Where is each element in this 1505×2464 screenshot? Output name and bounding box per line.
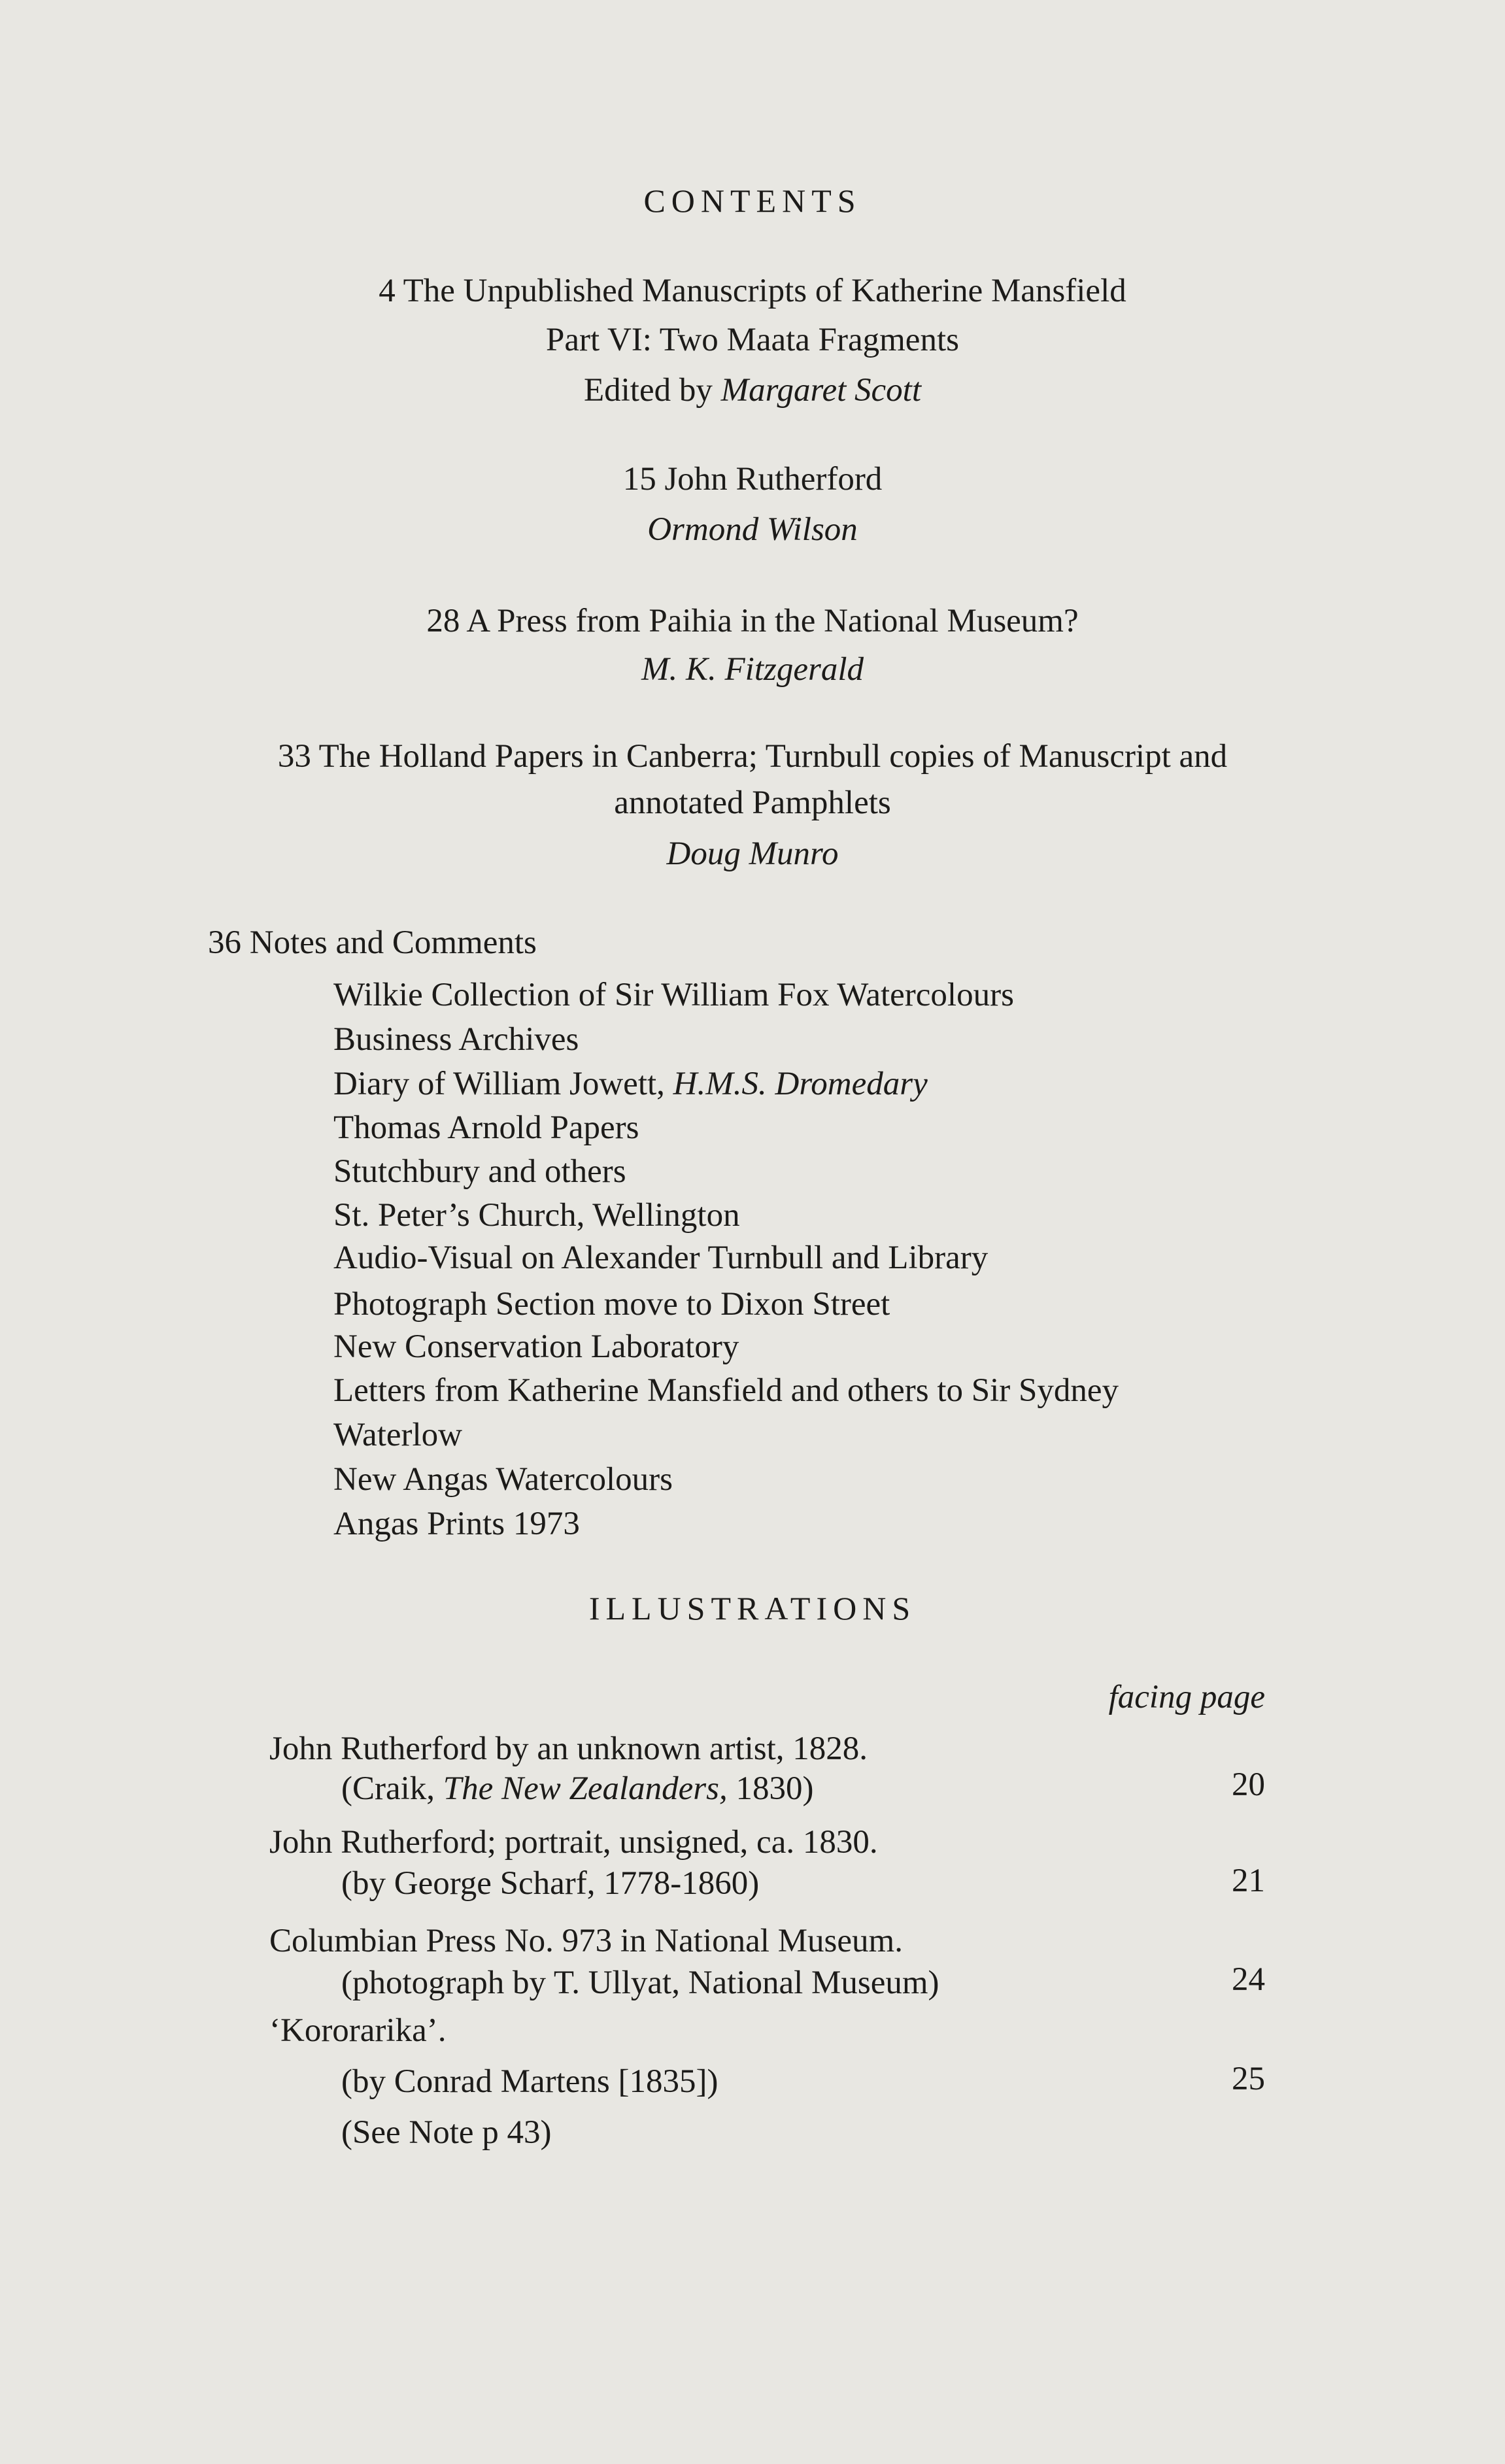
illustration-page: 25 bbox=[1232, 2061, 1265, 2097]
notes-item: New Conservation Laboratory bbox=[333, 1328, 739, 1365]
notes-item: St. Peter’s Church, Wellington bbox=[333, 1197, 740, 1234]
illustration-title: John Rutherford by an unknown artist, 1828. bbox=[269, 1730, 868, 1767]
notes-item: Angas Prints 1973 bbox=[333, 1506, 580, 1542]
credit-prefix: (Craik, bbox=[341, 1770, 443, 1807]
diary-label: Diary of William Jowett, bbox=[333, 1066, 673, 1102]
notes-item: Photograph Section move to Dixon Street bbox=[333, 1286, 890, 1323]
notes-item: Wilkie Collection of Sir William Fox Watercolours bbox=[333, 977, 1014, 1013]
contents-entry-rutherford: 15 John Rutherford bbox=[622, 461, 883, 498]
illustration-credit: (photograph by T. Ullyat, National Museum) bbox=[341, 1965, 939, 2001]
credit-book-title: The New Zealanders, bbox=[443, 1770, 728, 1807]
illustration-title: Columbian Press No. 973 in National Museum. bbox=[269, 1923, 903, 1959]
illustration-credit: (by George Scharf, 1778-1860) bbox=[341, 1865, 760, 1902]
editor-name: Margaret Scott bbox=[720, 372, 922, 409]
notes-item: Thomas Arnold Papers bbox=[333, 1109, 639, 1146]
contents-entry-rutherford-author: Ormond Wilson bbox=[647, 511, 858, 548]
illustration-title: John Rutherford; portrait, unsigned, ca. 1830. bbox=[269, 1824, 878, 1861]
contents-entry-mansfield-part: Part VI: Two Maata Fragments bbox=[546, 322, 959, 358]
contents-entry-holland-author: Doug Munro bbox=[666, 835, 839, 872]
credit-suffix: 1830) bbox=[727, 1770, 814, 1807]
contents-entry-press: 28 A Press from Paihia in the National Museum? bbox=[426, 603, 1079, 639]
contents-entry-holland: 33 The Holland Papers in Canberra; Turnbull copies of Manuscript and bbox=[277, 738, 1228, 775]
illustration-title: ‘Kororarika’. bbox=[269, 2012, 447, 2049]
contents-entry-holland-cont: annotated Pamphlets bbox=[614, 785, 891, 821]
illustration-note: (See Note p 43) bbox=[341, 2114, 552, 2151]
illustration-credit: (by Conrad Martens [1835]) bbox=[341, 2063, 719, 2100]
diary-ship: H.M.S. Dromedary bbox=[673, 1066, 928, 1102]
illustration-page: 24 bbox=[1232, 1961, 1265, 1998]
notes-item: Waterlow bbox=[333, 1417, 462, 1453]
contents-heading: CONTENTS bbox=[643, 182, 862, 219]
contents-entry-mansfield: 4 The Unpublished Manuscripts of Katherine Mansfield bbox=[379, 273, 1126, 309]
illustration-page: 21 bbox=[1232, 1863, 1265, 1899]
contents-entry-press-author: M. K. Fitzgerald bbox=[641, 651, 864, 688]
contents-entry-notes: 36 Notes and Comments bbox=[208, 924, 537, 961]
notes-item: Audio-Visual on Alexander Turnbull and Library bbox=[333, 1240, 989, 1276]
illustrations-heading: ILLUSTRATIONS bbox=[588, 1590, 917, 1627]
notes-item: Business Archives bbox=[333, 1021, 579, 1058]
illustration-credit bbox=[341, 1772, 813, 1806]
edited-by-label: Edited by bbox=[583, 372, 721, 409]
notes-item: New Angas Watercolours bbox=[333, 1461, 673, 1498]
contents-entry-mansfield-editor bbox=[0, 374, 1505, 407]
notes-item-diary bbox=[333, 1068, 928, 1101]
notes-item: Letters from Katherine Mansfield and others to Sir Sydney bbox=[333, 1372, 1119, 1409]
illustration-page: 20 bbox=[1232, 1766, 1265, 1803]
facing-page-label: facing page bbox=[1108, 1679, 1265, 1715]
notes-item: Stutchbury and others bbox=[333, 1153, 626, 1190]
